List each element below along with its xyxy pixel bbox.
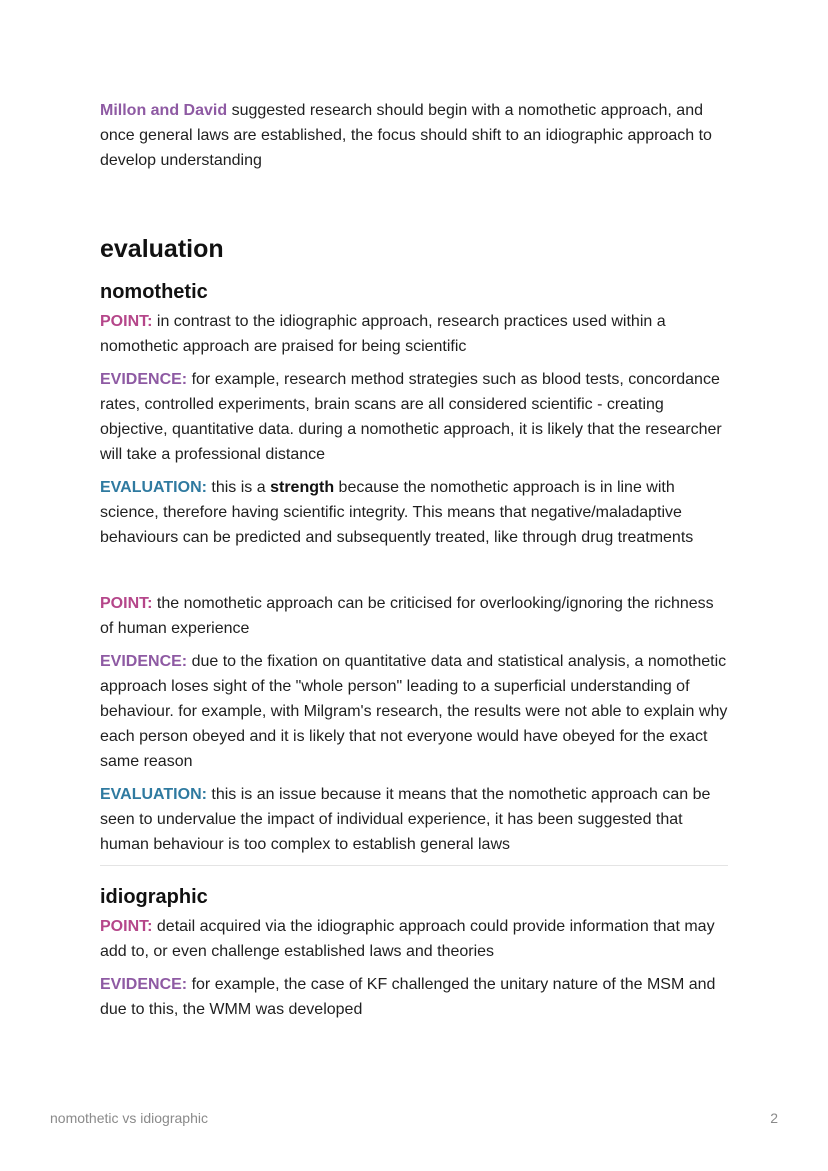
evaluation-label: EVALUATION: <box>100 786 207 803</box>
evidence-text: for example, research method strategies such as blood tests, concordance rates, controlled experiments, brain scans are all considered scientific - creating objective, quantitative data. during a nomothetic approach, it is likely that the researcher will take a professional distance <box>100 371 722 463</box>
nomothetic-evaluation-2 <box>100 782 728 857</box>
evaluation-heading: evaluation <box>100 235 224 263</box>
nomothetic-section <box>100 279 728 857</box>
point-label: POINT: <box>100 313 153 330</box>
intro-names: Millon and David <box>100 102 228 119</box>
page-number: 2 <box>770 1110 778 1126</box>
spacer <box>100 558 728 591</box>
point-text: the nomothetic approach can be criticised for overlooking/ignoring the richness of human experience <box>100 595 714 637</box>
evaluation-label: EVALUATION: <box>100 479 207 496</box>
footer-title: nomothetic vs idiographic <box>50 1110 208 1126</box>
point-label: POINT: <box>100 595 153 612</box>
evidence-text: due to the fixation on quantitative data and statistical analysis, a nomothetic approach loses sight of the "whole person" leading to a superficial understanding of behaviour. for example, with Milgram's research, the results were not able to explain why each person obeyed and it is likely that not everyone would have obeyed for the exact same reason <box>100 653 728 770</box>
document-page <box>100 98 728 1030</box>
evidence-label: EVIDENCE: <box>100 371 188 388</box>
evidence-label: EVIDENCE: <box>100 976 188 993</box>
evaluation-strong-word: strength <box>270 479 335 496</box>
evaluation-text-pre: this is a <box>206 479 271 496</box>
nomothetic-heading: nomothetic <box>100 281 208 303</box>
evaluation-text-post: because the nomothetic approach is in line with science, therefore having scientific integrity. This means that negative/maladaptive behaviours can be predicted and subsequently treated, like through drug treatments <box>100 479 694 546</box>
idiographic-point-1 <box>100 914 728 964</box>
intro-text: suggested research should begin with a nomothetic approach, and once general laws are established, the focus should shift to an idiographic approach to develop understanding <box>100 102 712 169</box>
nomothetic-evaluation-1 <box>100 475 728 550</box>
point-text: in contrast to the idiographic approach, research practices used within a nomothetic approach are praised for being scientific <box>100 313 666 355</box>
section-divider <box>100 865 728 866</box>
point-label: POINT: <box>100 918 153 935</box>
idiographic-section <box>100 884 728 1022</box>
nomothetic-evidence-2 <box>100 649 728 774</box>
nomothetic-point-2 <box>100 591 728 641</box>
nomothetic-point-1 <box>100 309 728 359</box>
nomothetic-evidence-1 <box>100 367 728 467</box>
idiographic-evidence-1 <box>100 972 728 1022</box>
point-text: detail acquired via the idiographic approach could provide information that may add to, or even challenge established laws and theories <box>100 918 715 960</box>
evidence-text: for example, the case of KF challenged the unitary nature of the MSM and due to this, the WMM was developed <box>100 976 716 1018</box>
idiographic-heading: idiographic <box>100 886 208 908</box>
intro-paragraph <box>100 98 728 173</box>
evidence-label: EVIDENCE: <box>100 653 188 670</box>
evaluation-text: this is an issue because it means that the nomothetic approach can be seen to undervalue the impact of individual experience, it has been suggested that human behaviour is too complex to establish general laws <box>100 786 711 853</box>
